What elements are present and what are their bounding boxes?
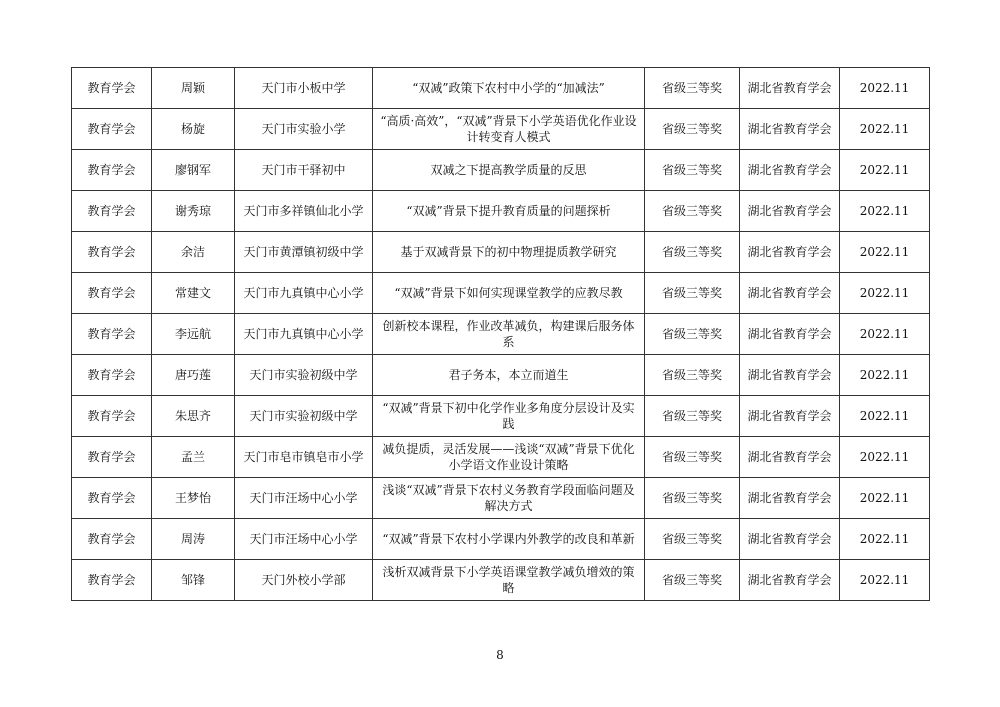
cell-school: 天门市九真镇中心小学 [235, 273, 373, 314]
cell-school: 天门市干驿初中 [235, 150, 373, 191]
table-row [72, 437, 930, 478]
cell-issuer: 湖北省教育学会 [740, 396, 840, 437]
cell-award: 省级三等奖 [645, 109, 740, 150]
cell-award: 省级三等奖 [645, 150, 740, 191]
cell-issuer: 湖北省教育学会 [740, 109, 840, 150]
cell-title: 双减之下提高教学质量的反思 [373, 150, 645, 191]
cell-school: 天门市实验初级中学 [235, 355, 373, 396]
cell-issuer: 湖北省教育学会 [740, 478, 840, 519]
cell-name: 常建文 [152, 273, 235, 314]
cell-date: 2022.11 [840, 437, 930, 478]
cell-title: “双减”背景下初中化学作业多角度分层设计及实践 [373, 396, 645, 437]
cell-issuer: 湖北省教育学会 [740, 232, 840, 273]
cell-category: 教育学会 [72, 355, 152, 396]
table-row [72, 232, 930, 273]
cell-category: 教育学会 [72, 560, 152, 601]
cell-award: 省级三等奖 [645, 232, 740, 273]
cell-name: 邹锋 [152, 560, 235, 601]
cell-award: 省级三等奖 [645, 560, 740, 601]
cell-award: 省级三等奖 [645, 355, 740, 396]
cell-name: 李远航 [152, 314, 235, 355]
awards-table-body [72, 68, 930, 601]
cell-name: 廖钢军 [152, 150, 235, 191]
table-row [72, 355, 930, 396]
cell-category: 教育学会 [72, 109, 152, 150]
table-row [72, 273, 930, 314]
cell-category: 教育学会 [72, 519, 152, 560]
cell-date: 2022.11 [840, 355, 930, 396]
cell-issuer: 湖北省教育学会 [740, 355, 840, 396]
cell-award: 省级三等奖 [645, 519, 740, 560]
cell-title: “双减”背景下农村小学课内外教学的改良和革新 [373, 519, 645, 560]
table-row [72, 191, 930, 232]
cell-school: 天门市皂市镇皂市小学 [235, 437, 373, 478]
table-row [72, 478, 930, 519]
table-row [72, 68, 930, 109]
cell-issuer: 湖北省教育学会 [740, 68, 840, 109]
cell-award: 省级三等奖 [645, 191, 740, 232]
cell-category: 教育学会 [72, 150, 152, 191]
cell-award: 省级三等奖 [645, 273, 740, 314]
cell-school: 天门市黄潭镇初级中学 [235, 232, 373, 273]
cell-name: 孟兰 [152, 437, 235, 478]
cell-title: 创新校本课程，作业改革减负，构建课后服务体系 [373, 314, 645, 355]
cell-issuer: 湖北省教育学会 [740, 191, 840, 232]
cell-date: 2022.11 [840, 68, 930, 109]
cell-date: 2022.11 [840, 519, 930, 560]
table-row [72, 519, 930, 560]
cell-award: 省级三等奖 [645, 437, 740, 478]
cell-category: 教育学会 [72, 396, 152, 437]
cell-title: 减负提质，灵活发展——浅谈“双减”背景下优化小学语文作业设计策略 [373, 437, 645, 478]
cell-name: 余洁 [152, 232, 235, 273]
cell-title: “高质·高效”，“双减”背景下小学英语优化作业设计转变育人模式 [373, 109, 645, 150]
cell-name: 谢秀琼 [152, 191, 235, 232]
cell-title: “双减”背景下提升教育质量的问题探析 [373, 191, 645, 232]
cell-issuer: 湖北省教育学会 [740, 150, 840, 191]
cell-school: 天门市实验小学 [235, 109, 373, 150]
cell-award: 省级三等奖 [645, 68, 740, 109]
cell-category: 教育学会 [72, 191, 152, 232]
table-row [72, 560, 930, 601]
cell-date: 2022.11 [840, 191, 930, 232]
cell-category: 教育学会 [72, 314, 152, 355]
table-row [72, 396, 930, 437]
cell-name: 周涛 [152, 519, 235, 560]
cell-name: 朱思齐 [152, 396, 235, 437]
cell-award: 省级三等奖 [645, 396, 740, 437]
cell-title: 基于双减背景下的初中物理提质教学研究 [373, 232, 645, 273]
table-row [72, 314, 930, 355]
cell-school: 天门市汪场中心小学 [235, 478, 373, 519]
awards-table [71, 67, 930, 601]
cell-school: 天门市汪场中心小学 [235, 519, 373, 560]
table-row [72, 150, 930, 191]
cell-date: 2022.11 [840, 150, 930, 191]
cell-title: 浅谈“双减”背景下农村义务教育学段面临问题及解决方式 [373, 478, 645, 519]
cell-school: 天门市多祥镇仙北小学 [235, 191, 373, 232]
cell-category: 教育学会 [72, 437, 152, 478]
cell-issuer: 湖北省教育学会 [740, 560, 840, 601]
cell-school: 天门市九真镇中心小学 [235, 314, 373, 355]
cell-date: 2022.11 [840, 232, 930, 273]
cell-title: 浅析双减背景下小学英语课堂教学减负增效的策略 [373, 560, 645, 601]
cell-title: “双减”政策下农村中小学的“加减法” [373, 68, 645, 109]
cell-title: “双减”背景下如何实现课堂教学的应教尽教 [373, 273, 645, 314]
cell-date: 2022.11 [840, 560, 930, 601]
cell-title: 君子务本，本立而道生 [373, 355, 645, 396]
cell-issuer: 湖北省教育学会 [740, 314, 840, 355]
cell-date: 2022.11 [840, 109, 930, 150]
cell-date: 2022.11 [840, 396, 930, 437]
cell-category: 教育学会 [72, 273, 152, 314]
cell-category: 教育学会 [72, 68, 152, 109]
cell-name: 王梦怡 [152, 478, 235, 519]
page-number: 8 [496, 648, 504, 662]
cell-school: 天门市小板中学 [235, 68, 373, 109]
cell-name: 唐巧莲 [152, 355, 235, 396]
cell-date: 2022.11 [840, 478, 930, 519]
cell-date: 2022.11 [840, 314, 930, 355]
cell-award: 省级三等奖 [645, 314, 740, 355]
cell-issuer: 湖北省教育学会 [740, 273, 840, 314]
cell-name: 杨旋 [152, 109, 235, 150]
table-row [72, 109, 930, 150]
cell-issuer: 湖北省教育学会 [740, 437, 840, 478]
cell-category: 教育学会 [72, 478, 152, 519]
cell-issuer: 湖北省教育学会 [740, 519, 840, 560]
cell-category: 教育学会 [72, 232, 152, 273]
cell-award: 省级三等奖 [645, 478, 740, 519]
cell-name: 周颖 [152, 68, 235, 109]
cell-date: 2022.11 [840, 273, 930, 314]
cell-school: 天门市实验初级中学 [235, 396, 373, 437]
cell-school: 天门外校小学部 [235, 560, 373, 601]
